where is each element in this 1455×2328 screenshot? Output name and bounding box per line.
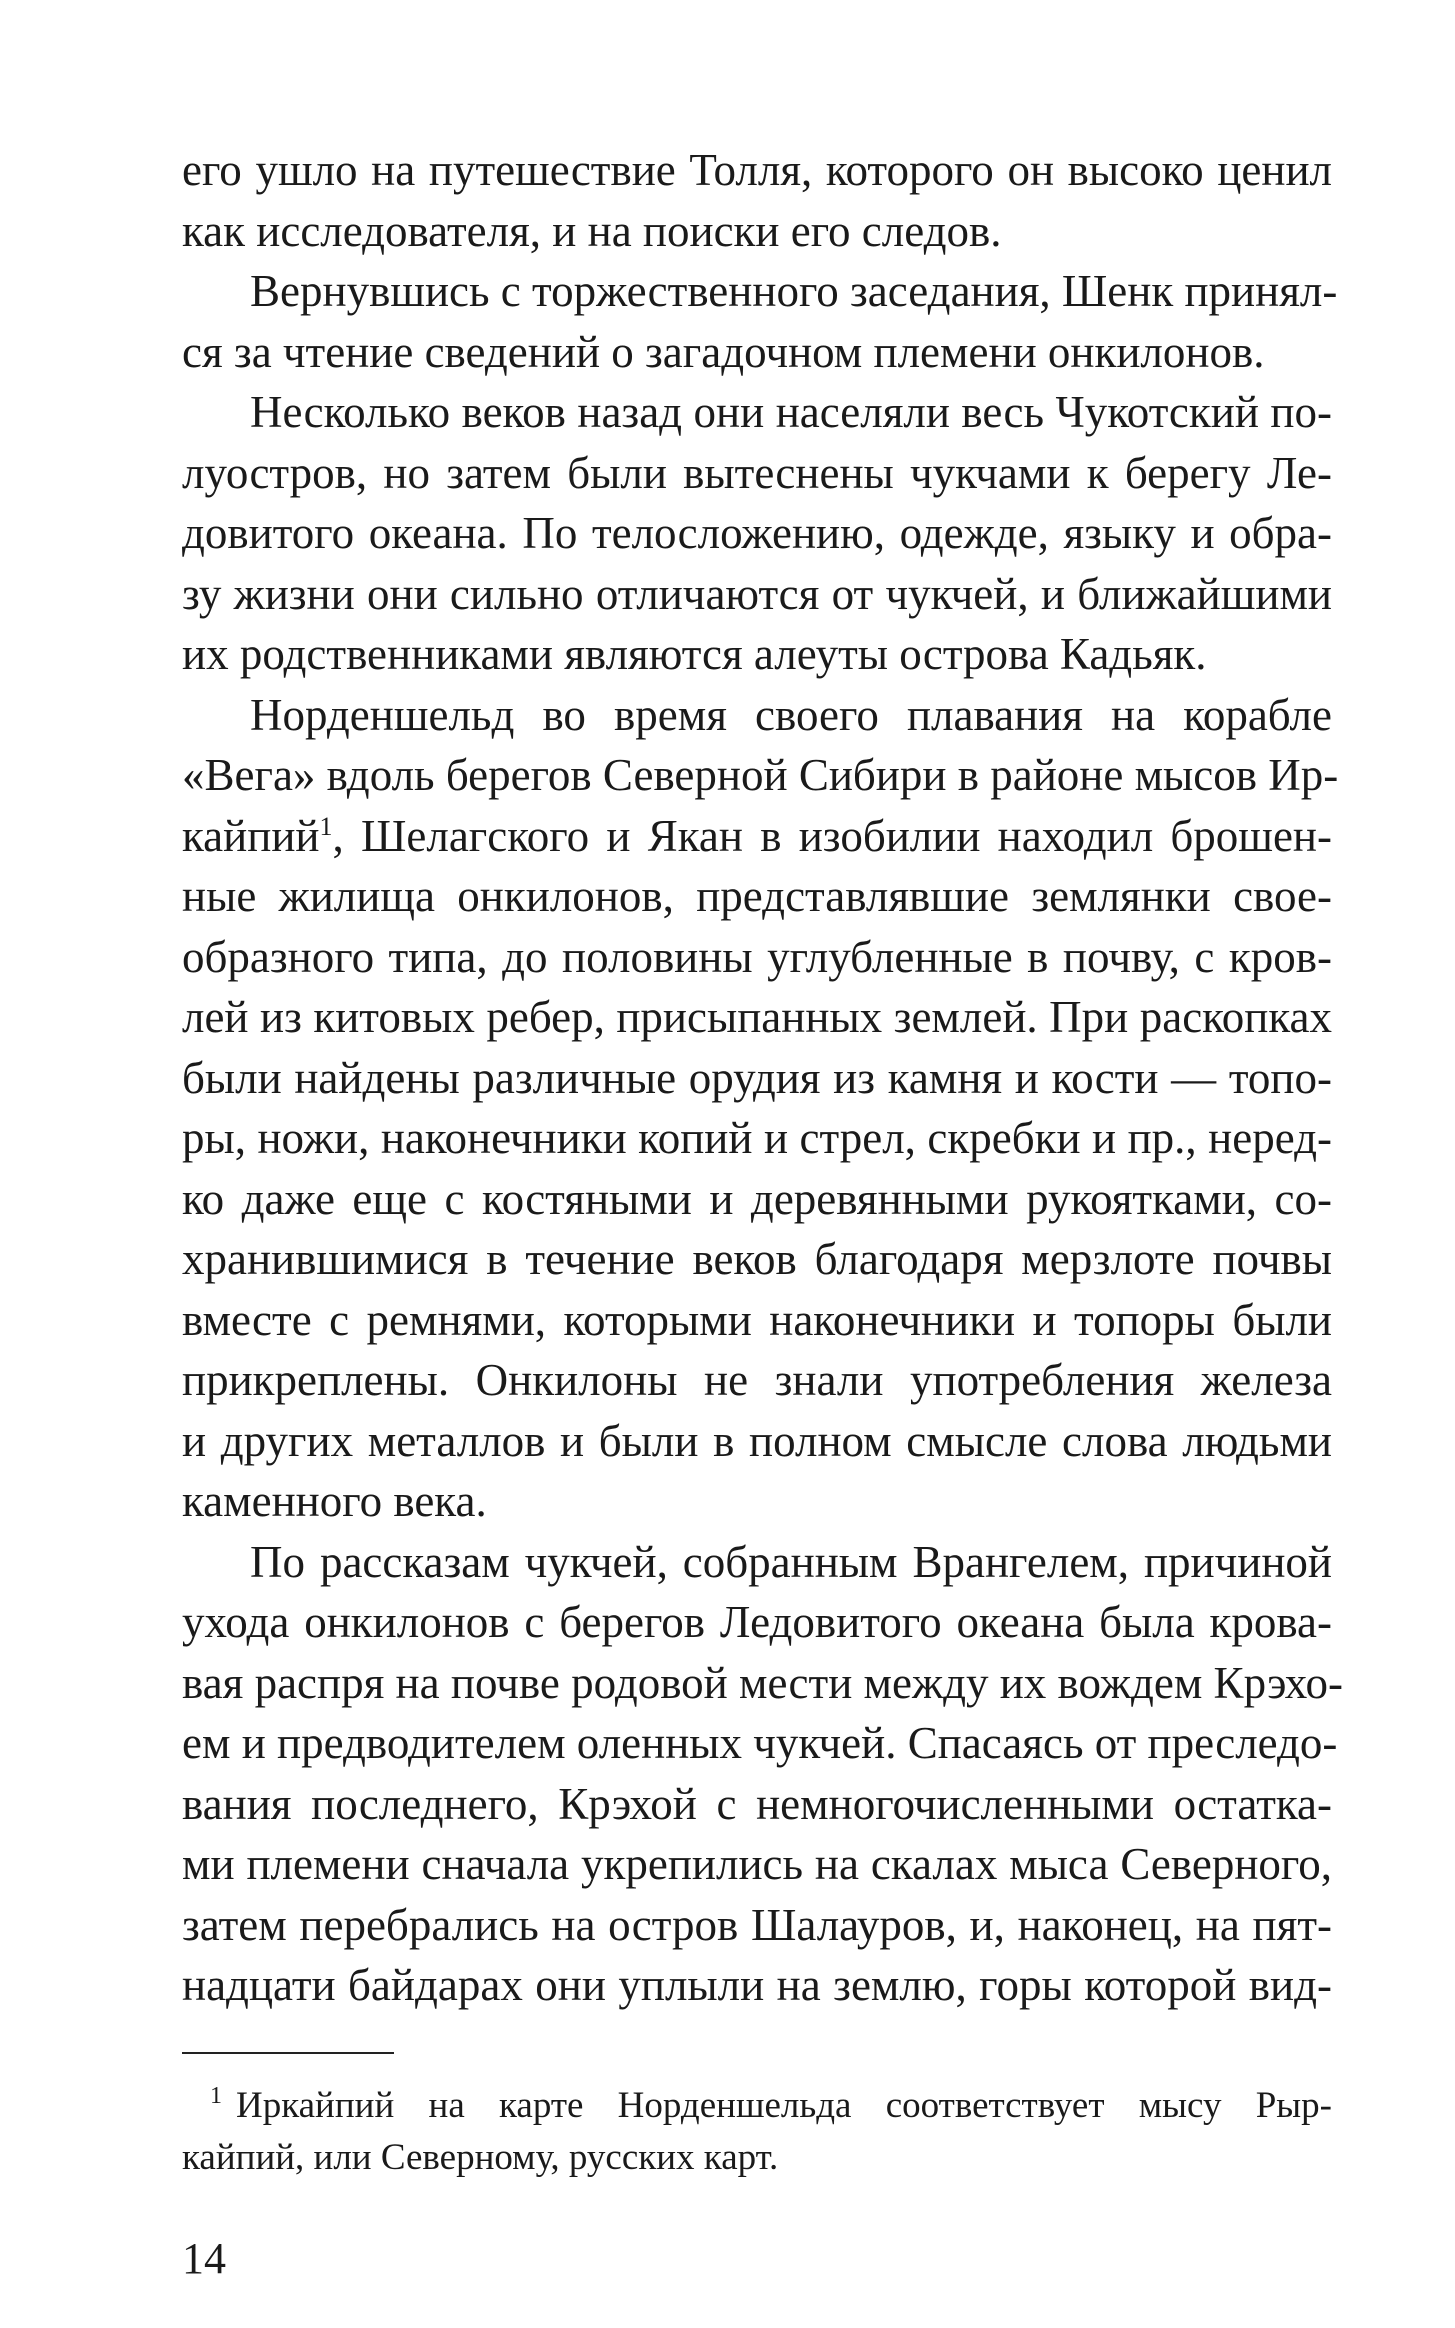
text-line: ухода онкилонов с берегов Ледовитого океана была крова-: [182, 1597, 1332, 1647]
footnote-reference[interactable]: 1: [319, 811, 333, 841]
text-line: прикреплены. Онкилоны не знали употребления железа: [182, 1355, 1332, 1405]
text-line: ко даже еще с костяными и деревянными рукоятками, со-: [182, 1173, 1332, 1224]
text-line: По рассказам чукчей, собранным Врангелем, причиной: [250, 1536, 1332, 1587]
footnote: [182, 2080, 1332, 2184]
text-line: «Вега» вдоль берегов Северной Сибири в районе мысов Ир-: [182, 750, 1339, 800]
text-line: надцати байдарах они уплыли на землю, горы которой вид-: [182, 1960, 1332, 2010]
text-line: зу жизни они сильно отличаются от чукчей, и ближайшими: [182, 568, 1332, 619]
text-line: довитого океана. По телосложению, одежде, языку и обра-: [182, 508, 1332, 558]
text-line: и других металлов и были в полном смысле слова людьми: [182, 1415, 1332, 1466]
main-text: [182, 140, 1344, 2016]
text-line: Норденшельд во время своего плавания на корабле: [250, 689, 1332, 740]
text-line-with-footnote-ref: [182, 806, 1332, 867]
text-line: Вернувшись с торжественного заседания, Шенк принял-: [250, 266, 1338, 316]
text-line: ем и предводителем оленных чукчей. Спасаясь от преследо-: [182, 1718, 1338, 1768]
text-line: вания последнего, Крэхой с немногочисленными остатка-: [182, 1778, 1332, 1829]
text-line: их родственниками являются алеуты острова Кадьяк.: [182, 629, 1207, 679]
footnote-separator: [182, 2052, 394, 2054]
text-line: как исследователя, и на поиски его следов.: [182, 205, 1002, 256]
text-line: ры, ножи, наконечники копий и стрел, скребки и пр., неред-: [182, 1113, 1332, 1163]
footnote-text: Иркайпий на карте Норденшельда соответствует мысу Рыр-: [236, 2085, 1332, 2126]
footnote-marker: 1: [210, 2083, 222, 2109]
text-line: ся за чтение сведений о загадочном племени онкилонов.: [182, 326, 1265, 377]
text-line: луостров, но затем были вытеснены чукчами к берегу Ле-: [182, 447, 1332, 498]
text-line: были найдены различные орудия из камня и кости — топо-: [182, 1052, 1332, 1103]
text-line: образного типа, до половины углубленные в почву, с кров-: [182, 931, 1332, 982]
text-line: ми племени сначала укрепились на скалах мыса Северного,: [182, 1839, 1332, 1889]
footnote-line: кайпий, или Северному, русских карт.: [182, 2137, 779, 2178]
text-line: каменного века.: [182, 1476, 487, 1526]
text-line: хранившимися в течение веков благодаря мерзлоте почвы: [182, 1234, 1332, 1284]
text-line: ные жилища онкилонов, представлявшие землянки свое-: [182, 871, 1332, 921]
text-line: вместе с ремнями, которыми наконечники и топоры были: [182, 1294, 1332, 1345]
text-line: вая распря на почве родовой мести между их вождем Крэхо-: [182, 1657, 1344, 1708]
page-number: 14: [182, 2234, 226, 2283]
footnote-line: [182, 2080, 1332, 2132]
text-line: лей из китовых ребер, присыпанных землей. При раскопках: [182, 992, 1332, 1042]
text-line: Несколько веков назад они населяли весь Чукотский по-: [250, 387, 1332, 437]
text-fragment: , Шелагского и Якан в изобилии находил брошен-: [332, 810, 1332, 861]
text-fragment: кайпий: [182, 810, 320, 861]
text-line: затем перебрались на остров Шалауров, и, наконец, на пят-: [182, 1899, 1332, 1950]
text-line: его ушло на путешествие Толля, которого он высоко ценил: [182, 145, 1332, 195]
